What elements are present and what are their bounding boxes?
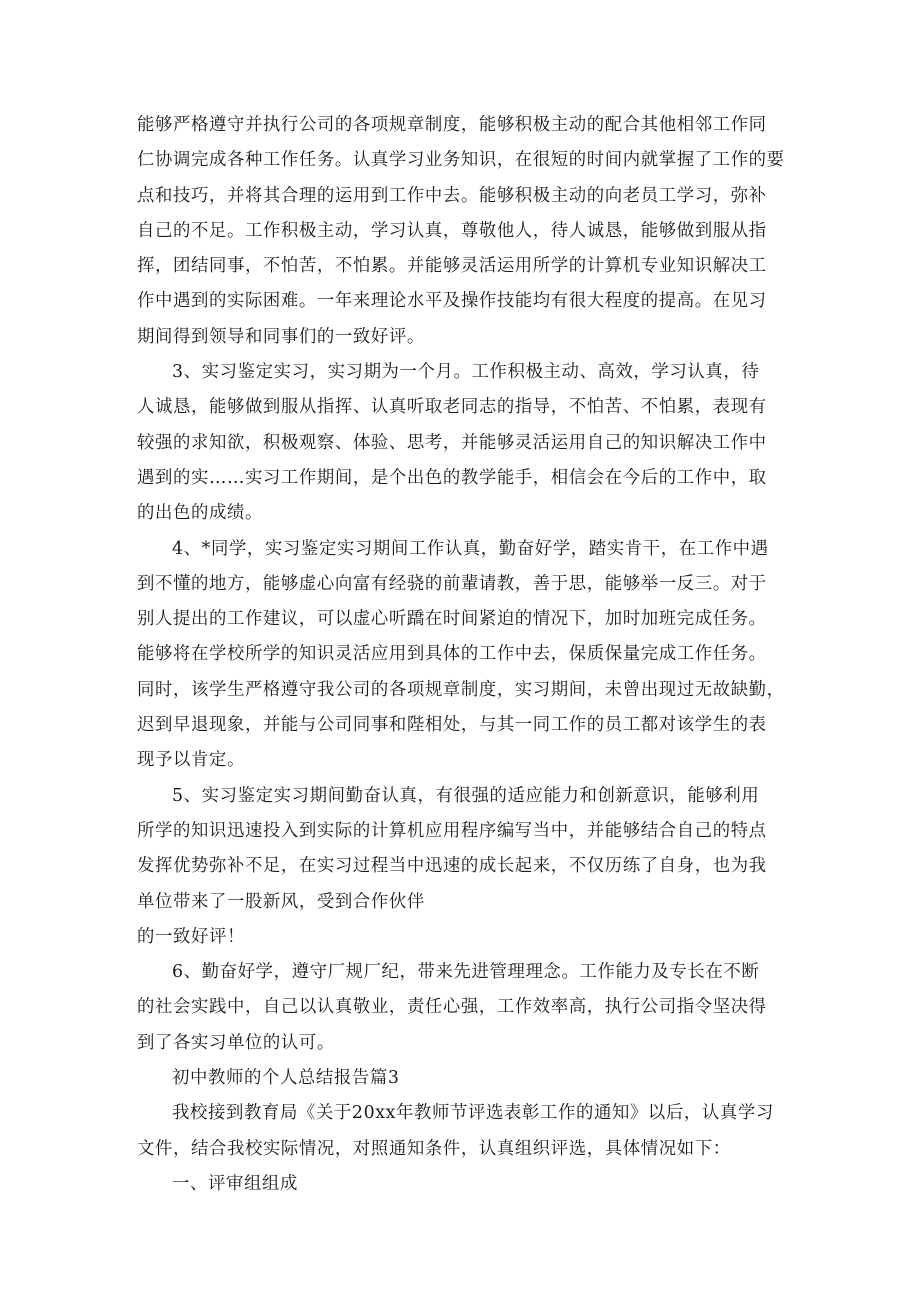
text-line: 能够严格遵守并执行公司的各项规章制度，能够积极主动的配合其他相邻工作同 — [137, 115, 767, 135]
text-line: 的社会实践中，自己以认真敬业，责任心强，工作效率高，执行公司指令坚决得 — [137, 997, 767, 1018]
text-line: 文件，结合我校实际情况，对照通知条件，认真组织评选，具体情况如下： — [137, 1138, 731, 1159]
text-line: 所学的知识迅速投入到实际的计算机应用程序编写当中，并能够结合自己的特点 — [137, 820, 767, 841]
paragraph-3-start: 3、实习鉴定实习，实习期为一个月。工作积极主动、高效，学习认真，待 — [172, 362, 760, 383]
text-line: 别人提出的工作建议，可以虚心听蹻在时间紧迫的情况下，加时加班完成任务。 — [137, 609, 767, 630]
section-heading: 初中教师的个人总结报告篇3 — [172, 1068, 400, 1089]
text-line: 迟到早退现象，并能与公司同事和陛相处，与其一同工作的员工都对该学生的表 — [137, 715, 767, 736]
paragraph-6-start: 6、勤奋好学，遵守厂规厂纪，带来先进管理理念。工作能力及专长在不断 — [172, 962, 760, 983]
text-line: 的出色的成绩。 — [137, 503, 263, 524]
paragraph-5-start: 5、实习鉴定实习期间勤奋认真，有很强的适应能力和创新意识，能够利用 — [172, 785, 760, 806]
text-line: 到了各实习单位的认可。 — [137, 1032, 335, 1053]
text-line: 到不懂的地方，能够虚心向富有经骁的前輩请教，善于思，能够举一反三。对于 — [137, 573, 767, 594]
text-line: 人诚恳，能够做到服从指挥、认真听取老同志的指导，不怕苦、不怕累，表现有 — [137, 397, 767, 418]
text-line: 较强的求知欲，积极观察、体验、思考，并能够灵活运用自己的知识解决工作中 — [137, 432, 767, 453]
text-line: 挥，团结同事，不怕苦，不怕累。并能够灵活运用所学的计算机专业知识解决工 — [137, 256, 767, 277]
text-line: 同时，该学生严格遵守我公司的各项规章制度，实习期间，未曾出现过无故缺勤， — [137, 679, 785, 700]
text-line: 的一致好评！ — [137, 926, 245, 947]
text-line: 期间得到领导和同事们的一致好评。 — [137, 326, 425, 347]
text-line: 自己的不足。工作积极主动，学习认真，尊敬他人，待人诚恳，能够做到服从指 — [137, 220, 767, 241]
text-line: 点和技巧，并将其合理的运用到工作中去。能够积极主动的向老员工学习，弥补 — [137, 185, 767, 206]
paragraph-intro-start: 我校接到教育局《关于20xx年教师节评选表彰工作的通知》以后，认真学习 — [172, 1103, 774, 1124]
text-line: 能够将在学校所学的知识灵活应用到具体的工作中去，保质保量完成工作任务。 — [137, 644, 767, 665]
paragraph-4-start: 4、*同学，实习鉴定实习期间工作认真，勤奋好学，踏实肯干，在工作中遇 — [172, 538, 769, 559]
text-line: 单位带来了一股新风，受到合作伙伴 — [137, 891, 425, 912]
text-line: 作中遇到的实际困难。一年来理论水平及操作技能均有很大程度的提高。在见习 — [137, 291, 767, 312]
text-line: 仁协调完成各种工作任务。认真学习业务知识，在很短的时间内就掌握了工作的要 — [137, 150, 785, 171]
document-body — [137, 108, 797, 1202]
subsection-heading: 一、评审组组成 — [172, 1173, 298, 1194]
text-line: 现予以肯定。 — [137, 750, 245, 771]
text-line: 遇到的实……实习工作期间，是个出色的教学能手，相信会在今后的工作中，取 — [137, 467, 767, 488]
text-line: 发挥优势弥补不足，在实习过程当中迅速的成长起来，不仅历练了自身，也为我 — [137, 856, 767, 877]
